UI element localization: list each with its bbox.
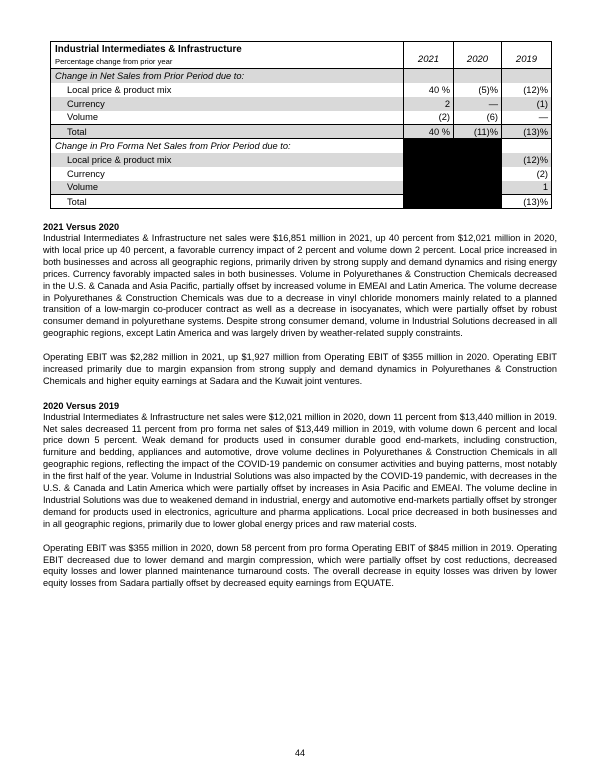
table-row <box>51 97 552 111</box>
value-2021: (2) <box>404 111 454 125</box>
table-row <box>51 167 552 181</box>
redacted-cell <box>454 181 502 195</box>
total-2020: (11)% <box>454 125 502 139</box>
table-title-cell <box>51 42 404 69</box>
percentage-change-table-container <box>50 41 552 209</box>
total-row <box>51 195 552 209</box>
redacted-cell <box>454 195 502 209</box>
column-header-2021: 2021 <box>404 42 454 69</box>
section-heading-2020-vs-2019: 2020 Versus 2019 <box>43 400 120 411</box>
row-label: Volume <box>51 181 404 195</box>
table-title: Industrial Intermediates & Infrastructure <box>55 44 242 55</box>
column-header-2019: 2019 <box>502 42 552 69</box>
value-2020: (6) <box>454 111 502 125</box>
paragraph-2021-operating-ebit: Operating EBIT was $2,282 million in 2021, up $1,927 million from Operating EBIT of $355 million in 2020. Operating EBIT increased primarily due to margin expansion from strong supply and demand dynamics in Polyurethanes & Construction Chemicals and higher equity earnings at Sadara and the Kuwait joint ventures. <box>43 352 557 386</box>
redacted-cell <box>454 139 502 153</box>
value-2019: (2) <box>502 167 552 181</box>
row-label: Volume <box>67 112 99 123</box>
total-row <box>51 125 552 139</box>
total-label: Total <box>51 195 404 209</box>
value-2019: — <box>502 111 552 125</box>
page-number: 44 <box>294 748 305 758</box>
section-heading-2021-vs-2020: 2021 Versus 2020 <box>43 222 120 232</box>
redacted-cell <box>454 153 502 167</box>
row-label: Currency <box>67 168 105 179</box>
row-label: Local price & product mix <box>51 153 404 167</box>
paragraph-2021-net-sales: Industrial Intermediates & Infrastructure net sales were $16,851 million in 2021, up 40 percent from $12,021 million in 2020, with local price up 40 percent, a favorable currency impact of 2 percent and volume down 2 percent. Local price increased in both businesses and across all geographic regions, primarily driven by strong supply and demand dynamics and rising energy prices. Currency favorably impacted sales in both businesses. Volume in Polyurethanes & Construction Chemicals decreased in the U.S. & Canada and Asia Pacific, partially offset by increased volume in EMEAI and Latin America. The volume decrease in Polyurethanes & Construction Chemicals was due to a decrease in vinyl chloride monomers mainly related to a planned transition of a low-margin co-producer contract as well as a decrease in isocyanates, which were partially offset by robust consumer demand in polyurethane systems. Despite strong consumer demand, volume in Industrial Solutions decreased in all geographic regions, except Latin America and was largely driven by weather-related supply constraints. <box>43 233 557 339</box>
section-header-label: Change in Pro Forma Net Sales from Prior Period due to: <box>55 140 291 151</box>
total-label: Total <box>51 125 404 139</box>
percentage-change-table <box>50 41 552 209</box>
paragraph-2020-net-sales: Industrial Intermediates & Infrastructure net sales were $12,021 million in 2020, down 11 percent from $13,440 million in 2019. Net sales decreased 11 percent from pro forma net sales of $13,449 million in 2019, with volume down 6 percent and local price down 5 percent. Weak demand for products used in consumer durable good end-markets, including construction, furniture and bedding, appliances and automotive, drove volume declines in Polyurethanes & Construction Chemicals in all geographic regions, reflecting the impact of the COVID-19 pandemic on consumer activities and buying patterns, most notably in the first half of the year. Volume in Industrial Solutions was also impacted by the COVID-19 pandemic, with decreases in the U.S. & Canada and Latin America which were partially offset by increases in Asia Pacific and EMEAI. The volume decline in Industrial Solutions was due to weakened demand in industrial, energy and automotive end-markets partially offset by stronger demand for products used in electronics, agriculture and pharma applications. Local price decreased in both businesses and in all geographic regions, primarily due to lower global energy prices and raw material costs. <box>43 411 557 529</box>
redacted-cell <box>454 167 502 181</box>
empty-cell <box>502 139 552 153</box>
section-header-label: Change in Net Sales from Prior Period due to: <box>51 69 404 83</box>
value-2020: (5)% <box>454 83 502 97</box>
redacted-cell <box>404 181 454 195</box>
narrative <box>43 221 557 602</box>
empty-cell <box>404 69 454 83</box>
total-2021: 40 % <box>404 125 454 139</box>
table-row <box>51 111 552 125</box>
value-2019: (12)% <box>502 153 552 167</box>
row-label: Local price & product mix <box>67 84 172 95</box>
empty-cell <box>454 69 502 83</box>
redacted-cell <box>404 195 454 209</box>
total-2019: (13)% <box>502 195 552 209</box>
value-2020: — <box>454 97 502 111</box>
redacted-cell <box>404 167 454 181</box>
section-header-row <box>51 69 552 83</box>
value-2021: 40 % <box>404 83 454 97</box>
column-header-2020: 2020 <box>454 42 502 69</box>
table-subtitle: Percentage change from prior year <box>55 57 173 66</box>
table-header-row <box>51 42 552 69</box>
value-2019: (12)% <box>502 83 552 97</box>
table-row <box>51 83 552 97</box>
total-2019: (13)% <box>502 125 552 139</box>
value-2021: 2 <box>404 97 454 111</box>
value-2019: 1 <box>502 181 552 195</box>
table-row <box>51 181 552 195</box>
row-label: Currency <box>51 97 404 111</box>
value-2019: (1) <box>502 97 552 111</box>
redacted-cell <box>404 139 454 153</box>
table-row <box>51 153 552 167</box>
section-header-row <box>51 139 552 153</box>
redacted-cell <box>404 153 454 167</box>
empty-cell <box>502 69 552 83</box>
paragraph-2020-operating-ebit: Operating EBIT was $355 million in 2020, down 58 percent from pro forma Operating EBIT of $845 million in 2019. Operating EBIT decreased due to lower demand and margin compression, which were partially offset by cost reductions, decreased equity losses and lower planned maintenance turnaround costs. The overall decrease in equity losses was driven by lower equity losses from Sadara partially offset by decreased equity earnings from EQUATE. <box>43 542 557 589</box>
